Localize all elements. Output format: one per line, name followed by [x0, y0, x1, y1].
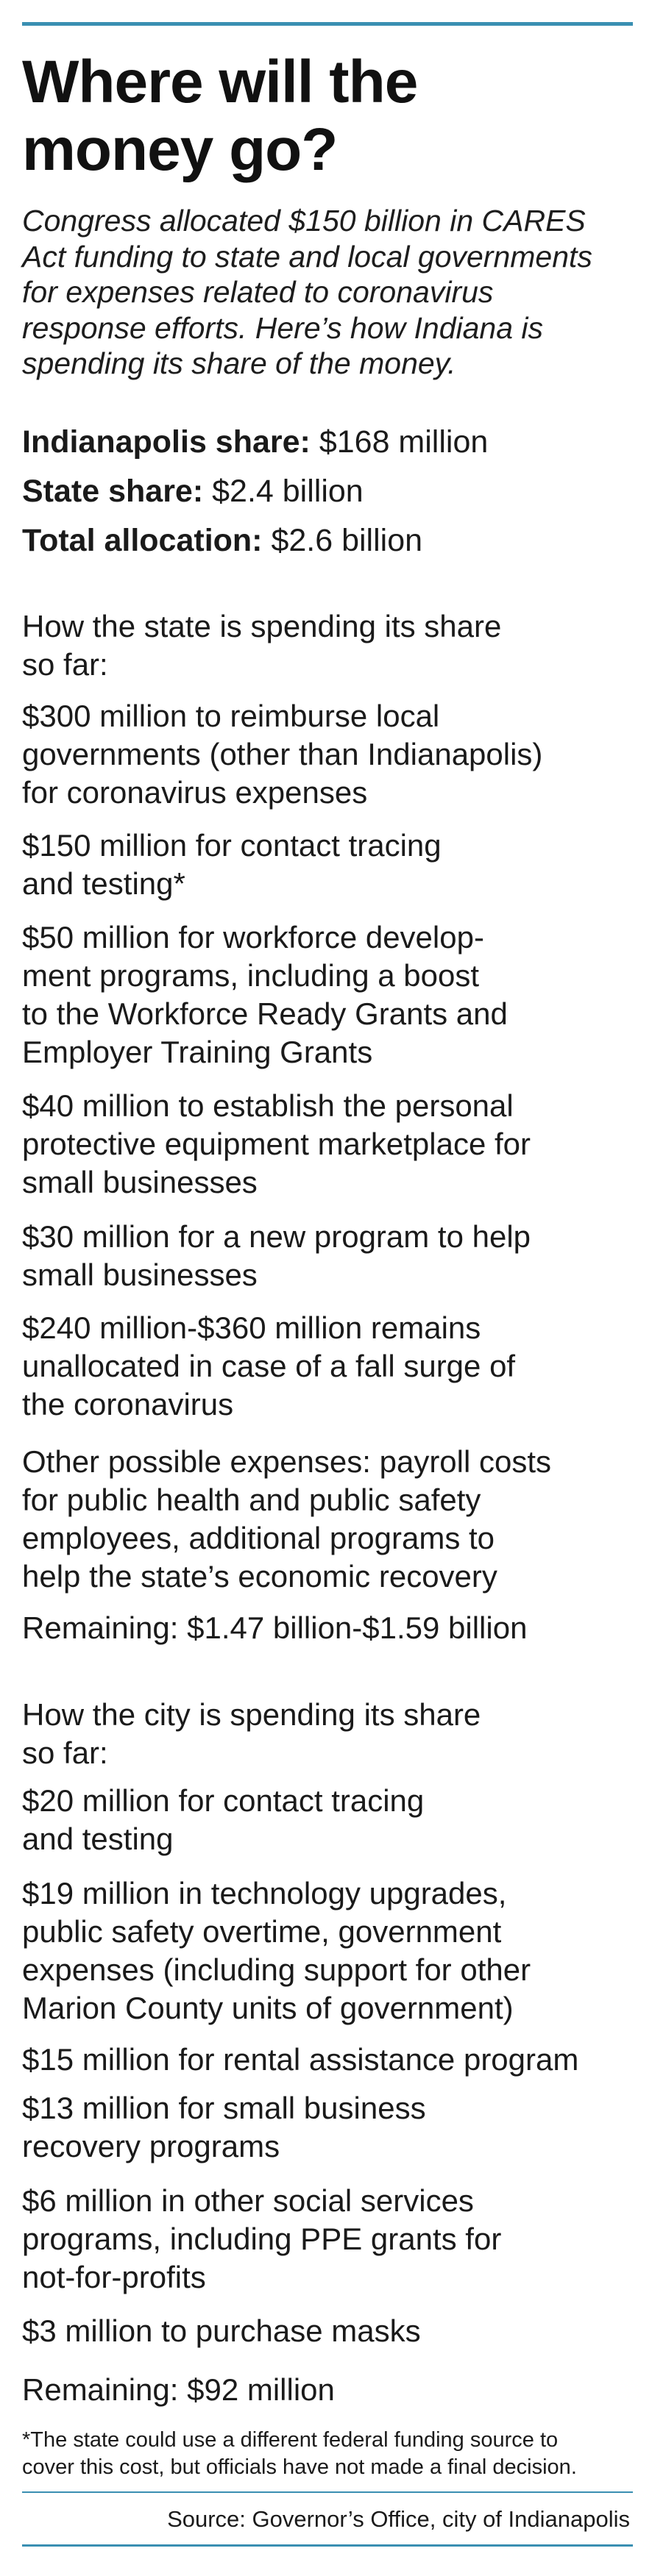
item-line: protective equipment marketplace for: [22, 1127, 531, 1161]
stat-total-allocation: [22, 522, 422, 559]
item-line: small businesses: [22, 1257, 258, 1292]
item-line: recovery programs: [22, 2129, 280, 2163]
city-item-rental-assistance: [22, 2041, 633, 2079]
state-item-reimburse-local: [22, 697, 633, 812]
item-line: ment programs, including a boost: [22, 958, 479, 993]
state-item-ppe-marketplace: [22, 1087, 633, 1202]
city-remaining: Remaining: $92 million: [22, 2372, 335, 2407]
item-line: $3 million to purchase masks: [22, 2313, 421, 2348]
item-line: Marion County units of government): [22, 1991, 514, 2025]
deck-text: Congress allocated $150 billion in CARES Act funding to state and local governments for expenses related to coronavirus response efforts. Here’s how Indiana is spending its share of the money.: [22, 204, 592, 380]
item-line: small businesses: [22, 1165, 258, 1199]
item-line: $300 million to reimburse local: [22, 699, 440, 733]
bottom-rule: [22, 2544, 633, 2547]
item-line: $240 million-$360 million remains: [22, 1310, 481, 1345]
item-line: Employer Training Grants: [22, 1035, 373, 1069]
item-line: $150 million for contact tracing: [22, 828, 442, 863]
stat-indianapolis-share: [22, 424, 488, 460]
stat-value: $2.6 billion: [271, 523, 423, 558]
city-section-heading: [22, 1696, 652, 1772]
item-line: $6 million in other social services: [22, 2183, 474, 2218]
heading-line: How the state is spending its share: [22, 609, 502, 643]
stat-value: $168 million: [319, 424, 489, 460]
item-line: to the Workforce Ready Grants and: [22, 996, 508, 1031]
stat-state-share: [22, 473, 364, 510]
state-item-other-expenses: [22, 1443, 633, 1596]
stat-label: Indianapolis share:: [22, 424, 311, 460]
heading-line: How the city is spending its share: [22, 1697, 481, 1732]
footnote-line-1: *The state could use a different federal funding source to: [22, 2428, 559, 2452]
item-line: $50 million for workforce develop-: [22, 920, 484, 955]
heading-line: so far:: [22, 1735, 108, 1770]
item-line: unallocated in case of a fall surge of: [22, 1349, 516, 1383]
source-credit: Source: Governor’s Office, city of Indianapolis: [167, 2506, 630, 2532]
heading-line: so far:: [22, 647, 108, 682]
item-line: not-for-profits: [22, 2260, 206, 2294]
item-line: and testing*: [22, 866, 185, 901]
state-item-small-business-program: [22, 1218, 633, 1294]
item-line: for coronavirus expenses: [22, 775, 368, 810]
item-line: and testing: [22, 1822, 174, 1856]
item-line: $30 million for a new program to help: [22, 1219, 531, 1254]
city-item-contact-tracing: [22, 1782, 633, 1858]
item-line: employees, additional programs to: [22, 1521, 495, 1555]
item-line: help the state’s economic recovery: [22, 1559, 497, 1594]
headline-line-2: money go?: [22, 116, 338, 183]
city-item-masks: [22, 2312, 633, 2350]
item-line: $13 million for small business: [22, 2091, 426, 2125]
item-line: $40 million to establish the personal: [22, 1088, 514, 1123]
state-item-contact-tracing: [22, 827, 633, 903]
footnote: [22, 2427, 633, 2481]
item-line: $20 million for contact tracing: [22, 1783, 425, 1818]
item-line: for public health and public safety: [22, 1483, 481, 1517]
item-line: the coronavirus: [22, 1387, 234, 1421]
item-line: $15 million for rental assistance program: [22, 2042, 579, 2077]
stat-label: Total allocation:: [22, 523, 263, 558]
headline-line-1: Where will the: [22, 49, 418, 115]
item-line: expenses (including support for other: [22, 1952, 531, 1987]
top-rule: [22, 22, 633, 26]
headline: [22, 49, 626, 184]
item-line: $19 million in technology upgrades,: [22, 1876, 507, 1910]
state-section-heading: [22, 607, 652, 684]
item-line: programs, including PPE grants for: [22, 2222, 502, 2256]
state-item-workforce: [22, 918, 633, 1071]
city-item-technology-upgrades: [22, 1874, 633, 2027]
city-item-social-services: [22, 2182, 633, 2297]
city-item-small-business-recovery: [22, 2089, 633, 2166]
item-line: governments (other than Indianapolis): [22, 737, 543, 771]
state-item-unallocated: [22, 1309, 633, 1424]
item-line: Other possible expenses: payroll costs: [22, 1444, 552, 1479]
footnote-line-2: cover this cost, but officials have not made a final decision.: [22, 2455, 577, 2479]
stat-label: State share:: [22, 474, 204, 509]
stat-value: $2.4 billion: [212, 474, 364, 509]
item-line: public safety overtime, government: [22, 1914, 502, 1949]
state-remaining: Remaining: $1.47 billion-$1.59 billion: [22, 1610, 528, 1645]
footnote-rule: [22, 2491, 633, 2493]
